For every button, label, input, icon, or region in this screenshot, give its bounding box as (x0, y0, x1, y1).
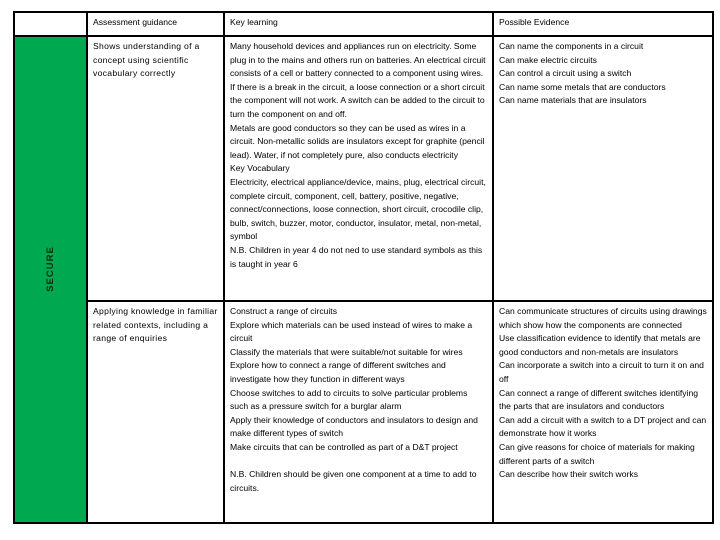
evidence-item: Can connect a range of different switches identifying the parts that are insulators and conductors (499, 387, 699, 412)
header-row (14, 12, 713, 36)
evidence-item: Use classification evidence to identify that metals are good conductors and non-metals are insulators (499, 333, 701, 357)
evidence-cell (493, 36, 713, 301)
secure-band (14, 36, 87, 523)
evidence-item: Can name the components in a circuit (499, 41, 644, 51)
evidence-item: Can name materials that are insulators (499, 95, 647, 106)
evidence-item: Can name some metals that are conductors (499, 81, 666, 92)
table-row (14, 36, 713, 301)
key-learning-line: Explore how to connect a range of different switches and investigate how they function in different ways (230, 360, 446, 384)
header-assessment-guidance: Assessment guidance (87, 12, 224, 36)
evidence-item: Can describe how their switch works (499, 469, 638, 480)
header-key-learning: Key learning (224, 12, 493, 36)
evidence-item: Can give reasons for choice of materials for making different parts of a switch (499, 441, 695, 466)
key-learning-line: Make circuits that can be controlled as part of a D&T project (230, 441, 458, 452)
key-learning-line: Construct a range of circuits (230, 306, 337, 316)
key-learning-cell (224, 301, 493, 523)
assessment-guidance-cell: Shows understanding of a concept using scientific vocabulary correctly (87, 36, 224, 301)
evidence-item: Can control a circuit using a switch (499, 68, 632, 79)
key-learning-paragraph: Many household devices and appliances run on electricity. Some plug in to the mains and others run on batteries. An electrical circuit consists of a cell or battery connected to a component using wires. If there is a break in the circuit, a loose connection or a short circuit the component will not work. A switch can be added to the circuit to turn the component on and off. (230, 41, 486, 119)
vocab-heading: Key Vocabulary (230, 163, 290, 174)
assessment-guidance-cell: Applying knowledge in familiar related contexts, including a range of enquiries (87, 301, 224, 523)
key-learning-line: Choose switches to add to circuits to solve particular problems such as a pressure switch for a burglar alarm (230, 387, 468, 412)
key-learning-paragraph: Metals are good conductors so they can be used as wires in a circuit. Non-metallic solids are insulators except for graphite (pencil lead). Water, if not completely pure, also conducts electricity (230, 122, 485, 160)
table-row (14, 301, 713, 523)
note: N.B. Children should be given one component at a time to add to circuits. (230, 469, 477, 493)
vocab-list: Electricity, electrical appliance/device, mains, plug, electrical circuit, complete circuit, component, cell, battery, positive, negative, connect/connections, loose connection, short circuit, crocodile clip, bulb, switch, buzzer, motor, conductor, insulator, metal, non-metal, symbol (230, 176, 486, 242)
key-learning-line: Explore which materials can be used instead of wires to make a circuit (230, 319, 473, 344)
band-label: SECURE (44, 246, 56, 292)
note: N.B. Children in year 4 do not ned to use standard symbols as this is taught in year 6 (230, 244, 483, 269)
evidence-item: Can communicate structures of circuits using drawings which show how the components are connected (499, 306, 707, 330)
spacer (230, 455, 487, 469)
header-band (14, 12, 87, 36)
evidence-item: Can add a circuit with a switch to a DT project and can demonstrate how it works (499, 414, 707, 439)
assessment-table (13, 11, 714, 524)
key-learning-line: Apply their knowledge of conductors and insulators to design and make different types of switch (230, 414, 478, 439)
evidence-cell (493, 301, 713, 523)
key-learning-cell (224, 36, 493, 301)
header-possible-evidence: Possible Evidence (493, 12, 713, 36)
evidence-item: Can make electric circuits (499, 54, 597, 65)
key-learning-line: Classify the materials that were suitable/not suitable for wires (230, 346, 463, 357)
evidence-item: Can incorporate a switch into a circuit to turn it on and off (499, 360, 704, 384)
